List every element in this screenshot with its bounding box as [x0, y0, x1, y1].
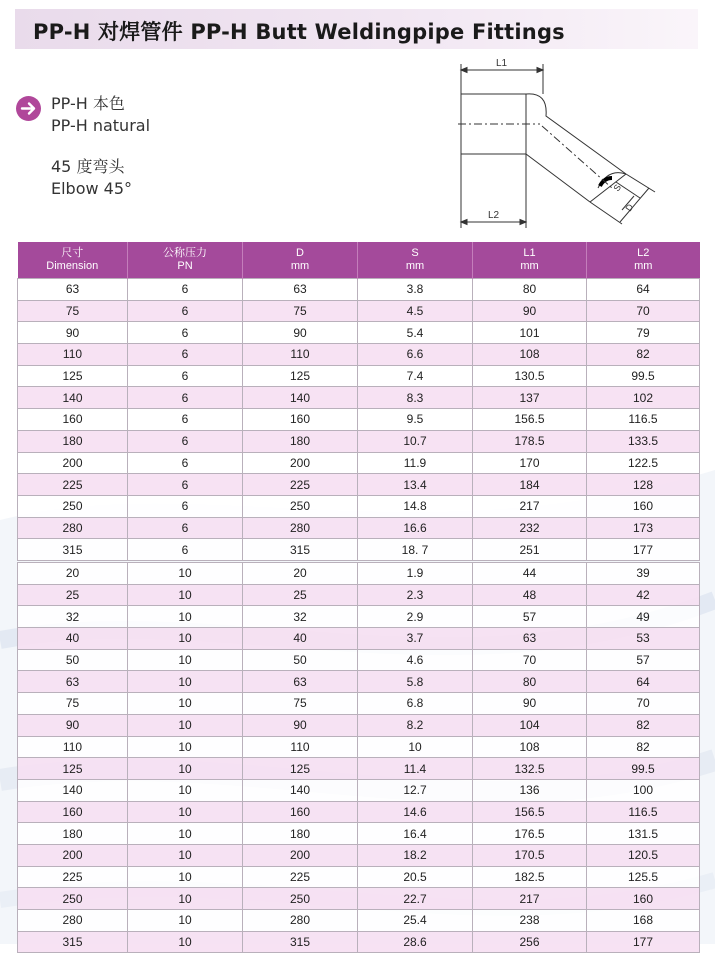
table-cell: 32: [243, 606, 358, 628]
title-bar: [15, 9, 698, 49]
table-cell: 10: [128, 779, 243, 801]
table-cell: 184: [473, 474, 587, 496]
table-cell: 250: [18, 888, 128, 910]
table-cell: 2.3: [358, 584, 473, 606]
table-cell: 160: [18, 409, 128, 431]
table-cell: 225: [18, 866, 128, 888]
table-row: [18, 931, 700, 953]
table-cell: 4.5: [358, 300, 473, 322]
table-cell: 176.5: [473, 823, 587, 845]
page-title: PP-H 对焊管件 PP-H Butt Weldingpipe Fittings: [33, 20, 565, 44]
table-cell: 16.6: [358, 517, 473, 539]
table-cell: 25.4: [358, 910, 473, 932]
table-cell: 12.7: [358, 779, 473, 801]
column-header-unit: Dimension: [46, 260, 99, 272]
table-header-row: [18, 242, 700, 279]
table-cell: 125: [18, 365, 128, 387]
table-cell: 315: [18, 539, 128, 561]
table-body: [18, 563, 700, 953]
table-cell: 99.5: [587, 758, 700, 780]
table-cell: 28.6: [358, 931, 473, 953]
table-cell: 1.9: [358, 563, 473, 585]
table-cell: 280: [243, 910, 358, 932]
table-row: [18, 517, 700, 539]
table-cell: 6: [128, 474, 243, 496]
table-cell: 7.4: [358, 365, 473, 387]
table-cell: 110: [243, 344, 358, 366]
table-cell: 170.5: [473, 844, 587, 866]
table-cell: 6: [128, 322, 243, 344]
table-cell: 6: [128, 495, 243, 517]
table-cell: 3.8: [358, 279, 473, 301]
table-cell: 125: [243, 365, 358, 387]
table-cell: 80: [473, 279, 587, 301]
table-cell: 128: [587, 474, 700, 496]
table-cell: 10: [128, 758, 243, 780]
table-cell: 5.4: [358, 322, 473, 344]
table-cell: 6: [128, 365, 243, 387]
table-cell: 44: [473, 563, 587, 585]
table-cell: 11.4: [358, 758, 473, 780]
table-cell: 160: [243, 409, 358, 431]
table-cell: 280: [243, 517, 358, 539]
table-cell: 315: [18, 931, 128, 953]
table-cell: 10: [128, 584, 243, 606]
table-cell: 251: [473, 539, 587, 561]
table-row: [18, 584, 700, 606]
table-cell: 42: [587, 584, 700, 606]
table-row: [18, 823, 700, 845]
table-cell: 63: [473, 628, 587, 650]
table-cell: 63: [18, 279, 128, 301]
table-cell: 10: [128, 606, 243, 628]
dim-s-label: S: [611, 182, 624, 194]
table-cell: 70: [587, 693, 700, 715]
table-cell: 20.5: [358, 866, 473, 888]
table-cell: 13.4: [358, 474, 473, 496]
table-cell: 178.5: [473, 430, 587, 452]
table-cell: 63: [243, 671, 358, 693]
table-cell: 90: [243, 714, 358, 736]
spec-table-pn10: [17, 562, 700, 953]
table-cell: 140: [243, 779, 358, 801]
table-row: [18, 344, 700, 366]
table-cell: 11.9: [358, 452, 473, 474]
table-row: [18, 387, 700, 409]
table-cell: 82: [587, 736, 700, 758]
table-cell: 20: [18, 563, 128, 585]
table-cell: 6: [128, 279, 243, 301]
column-header: [243, 242, 358, 279]
table-cell: 116.5: [587, 409, 700, 431]
table-cell: 168: [587, 910, 700, 932]
table-cell: 53: [587, 628, 700, 650]
table-cell: 14.8: [358, 495, 473, 517]
table-cell: 99.5: [587, 365, 700, 387]
table-cell: 225: [18, 474, 128, 496]
table-row: [18, 801, 700, 823]
column-header-title: 公称压力: [163, 247, 207, 259]
table-cell: 200: [18, 452, 128, 474]
table-cell: 6.8: [358, 693, 473, 715]
table-cell: 160: [587, 888, 700, 910]
table-cell: 57: [587, 649, 700, 671]
table-cell: 110: [243, 736, 358, 758]
table-cell: 90: [473, 693, 587, 715]
column-header-title: L2: [637, 247, 650, 259]
material-description: [51, 93, 150, 137]
table-cell: 6: [128, 344, 243, 366]
table-cell: 49: [587, 606, 700, 628]
table-cell: 8.2: [358, 714, 473, 736]
table-cell: 108: [473, 736, 587, 758]
table-cell: 90: [18, 322, 128, 344]
material-en: PP-H natural: [51, 116, 151, 135]
table-cell: 50: [18, 649, 128, 671]
table-cell: 120.5: [587, 844, 700, 866]
dim-d-label: D: [623, 202, 636, 214]
table-cell: 170: [473, 452, 587, 474]
table-cell: 18.2: [358, 844, 473, 866]
table-row: [18, 844, 700, 866]
table-cell: 180: [243, 430, 358, 452]
table-cell: 180: [18, 430, 128, 452]
table-cell: 8.3: [358, 387, 473, 409]
table-cell: 10: [128, 563, 243, 585]
table-cell: 90: [18, 714, 128, 736]
column-header-title: D: [296, 247, 304, 259]
table-cell: 80: [473, 671, 587, 693]
table-body: [18, 279, 700, 561]
column-header-title: S: [411, 247, 419, 259]
table-cell: 104: [473, 714, 587, 736]
table-cell: 160: [243, 801, 358, 823]
column-header-unit: mm: [634, 260, 653, 272]
table-row: [18, 474, 700, 496]
table-cell: 137: [473, 387, 587, 409]
table-cell: 3.7: [358, 628, 473, 650]
table-cell: 10: [128, 714, 243, 736]
table-cell: 136: [473, 779, 587, 801]
table-cell: 5.8: [358, 671, 473, 693]
table-cell: 6.6: [358, 344, 473, 366]
table-row: [18, 279, 700, 301]
table-cell: 64: [587, 279, 700, 301]
table-cell: 140: [243, 387, 358, 409]
table-cell: 140: [18, 779, 128, 801]
column-header-title: 尺寸: [61, 247, 84, 259]
table-cell: 75: [243, 693, 358, 715]
table-cell: 10: [128, 866, 243, 888]
table-cell: 70: [587, 300, 700, 322]
table-cell: 160: [587, 495, 700, 517]
table-row: [18, 693, 700, 715]
table-cell: 182.5: [473, 866, 587, 888]
table-cell: 9.5: [358, 409, 473, 431]
table-cell: 10: [128, 736, 243, 758]
column-header: [587, 242, 700, 279]
table-row: [18, 430, 700, 452]
table-cell: 10: [128, 931, 243, 953]
table-cell: 250: [243, 495, 358, 517]
table-row: [18, 300, 700, 322]
elbow-diagram: [430, 52, 700, 232]
table-row: [18, 758, 700, 780]
table-cell: 156.5: [473, 801, 587, 823]
table-cell: 10: [128, 628, 243, 650]
dim-l2-label: L2: [488, 210, 500, 221]
column-header: [358, 242, 473, 279]
table-cell: 315: [243, 539, 358, 561]
table-cell: 10: [128, 671, 243, 693]
table-cell: 75: [18, 300, 128, 322]
table-cell: 10: [128, 844, 243, 866]
table-row: [18, 409, 700, 431]
table-cell: 125: [243, 758, 358, 780]
table-cell: 116.5: [587, 801, 700, 823]
table-cell: 250: [243, 888, 358, 910]
table-cell: 64: [587, 671, 700, 693]
table-cell: 16.4: [358, 823, 473, 845]
table-cell: 180: [18, 823, 128, 845]
dim-l1-label: L1: [496, 58, 508, 69]
table-cell: 50: [243, 649, 358, 671]
table-cell: 130.5: [473, 365, 587, 387]
arrow-right-circle-icon: [16, 96, 41, 121]
table-row: [18, 736, 700, 758]
material-cn: PP-H 本色: [51, 94, 125, 113]
column-header-unit: mm: [405, 260, 425, 272]
table-cell: 110: [18, 344, 128, 366]
table-cell: 250: [18, 495, 128, 517]
table-cell: 232: [473, 517, 587, 539]
table-cell: 101: [473, 322, 587, 344]
table-cell: 125.5: [587, 866, 700, 888]
type-cn: 45 度弯头: [51, 157, 125, 176]
table-cell: 125: [18, 758, 128, 780]
type-description: [51, 156, 132, 200]
table-cell: 6: [128, 517, 243, 539]
table-cell: 10: [128, 910, 243, 932]
table-cell: 10: [358, 736, 473, 758]
table-cell: 10: [128, 823, 243, 845]
table-row: [18, 539, 700, 561]
table-cell: 133.5: [587, 430, 700, 452]
table-cell: 90: [473, 300, 587, 322]
table-cell: 25: [243, 584, 358, 606]
table-cell: 14.6: [358, 801, 473, 823]
table-cell: 200: [243, 452, 358, 474]
table-row: [18, 714, 700, 736]
table-cell: 6: [128, 452, 243, 474]
table-cell: 100: [587, 779, 700, 801]
column-header: [18, 242, 128, 279]
table-row: [18, 563, 700, 585]
table-cell: 225: [243, 474, 358, 496]
column-header: [128, 242, 243, 279]
table-cell: 280: [18, 517, 128, 539]
table-row: [18, 365, 700, 387]
table-cell: 110: [18, 736, 128, 758]
table-cell: 90: [243, 322, 358, 344]
table-row: [18, 606, 700, 628]
table-cell: 6: [128, 430, 243, 452]
table-cell: 4.6: [358, 649, 473, 671]
table-cell: 82: [587, 714, 700, 736]
table-cell: 256: [473, 931, 587, 953]
table-row: [18, 628, 700, 650]
type-en: Elbow 45°: [51, 179, 133, 198]
table-cell: 217: [473, 495, 587, 517]
table-cell: 280: [18, 910, 128, 932]
table-cell: 200: [243, 844, 358, 866]
column-header-unit: mm: [290, 260, 310, 272]
table-cell: 122.5: [587, 452, 700, 474]
table-cell: 177: [587, 931, 700, 953]
table-cell: 75: [243, 300, 358, 322]
table-cell: 79: [587, 322, 700, 344]
table-cell: 10: [128, 693, 243, 715]
table-cell: 20: [243, 563, 358, 585]
table-cell: 10: [128, 801, 243, 823]
table-cell: 6: [128, 387, 243, 409]
table-row: [18, 671, 700, 693]
table-row: [18, 910, 700, 932]
table-cell: 57: [473, 606, 587, 628]
table-cell: 18. 7: [358, 539, 473, 561]
table-cell: 131.5: [587, 823, 700, 845]
table-cell: 63: [243, 279, 358, 301]
table-cell: 82: [587, 344, 700, 366]
table-row: [18, 452, 700, 474]
table-cell: 25: [18, 584, 128, 606]
table-cell: 2.9: [358, 606, 473, 628]
table-cell: 217: [473, 888, 587, 910]
table-row: [18, 495, 700, 517]
table-row: [18, 888, 700, 910]
table-row: [18, 779, 700, 801]
table-cell: 10: [128, 649, 243, 671]
table-cell: 32: [18, 606, 128, 628]
column-header: [473, 242, 587, 279]
table-cell: 315: [243, 931, 358, 953]
table-cell: 132.5: [473, 758, 587, 780]
table-cell: 6: [128, 539, 243, 561]
table-cell: 238: [473, 910, 587, 932]
table-cell: 63: [18, 671, 128, 693]
table-cell: 10: [128, 888, 243, 910]
table-cell: 180: [243, 823, 358, 845]
table-cell: 75: [18, 693, 128, 715]
table-cell: 10.7: [358, 430, 473, 452]
table-cell: 70: [473, 649, 587, 671]
table-row: [18, 866, 700, 888]
table-cell: 40: [18, 628, 128, 650]
table-cell: 40: [243, 628, 358, 650]
table-cell: 108: [473, 344, 587, 366]
table-cell: 177: [587, 539, 700, 561]
table-cell: 225: [243, 866, 358, 888]
column-header-title: L1: [523, 247, 536, 259]
table-row: [18, 322, 700, 344]
table-cell: 6: [128, 300, 243, 322]
table-cell: 140: [18, 387, 128, 409]
table-cell: 39: [587, 563, 700, 585]
spec-table-pn6: [17, 242, 700, 561]
table-cell: 156.5: [473, 409, 587, 431]
table-cell: 22.7: [358, 888, 473, 910]
table-cell: 200: [18, 844, 128, 866]
table-cell: 102: [587, 387, 700, 409]
table-cell: 160: [18, 801, 128, 823]
table-cell: 173: [587, 517, 700, 539]
table-cell: 6: [128, 409, 243, 431]
table-row: [18, 649, 700, 671]
column-header-unit: mm: [520, 260, 539, 272]
column-header-unit: PN: [177, 260, 193, 272]
table-cell: 48: [473, 584, 587, 606]
